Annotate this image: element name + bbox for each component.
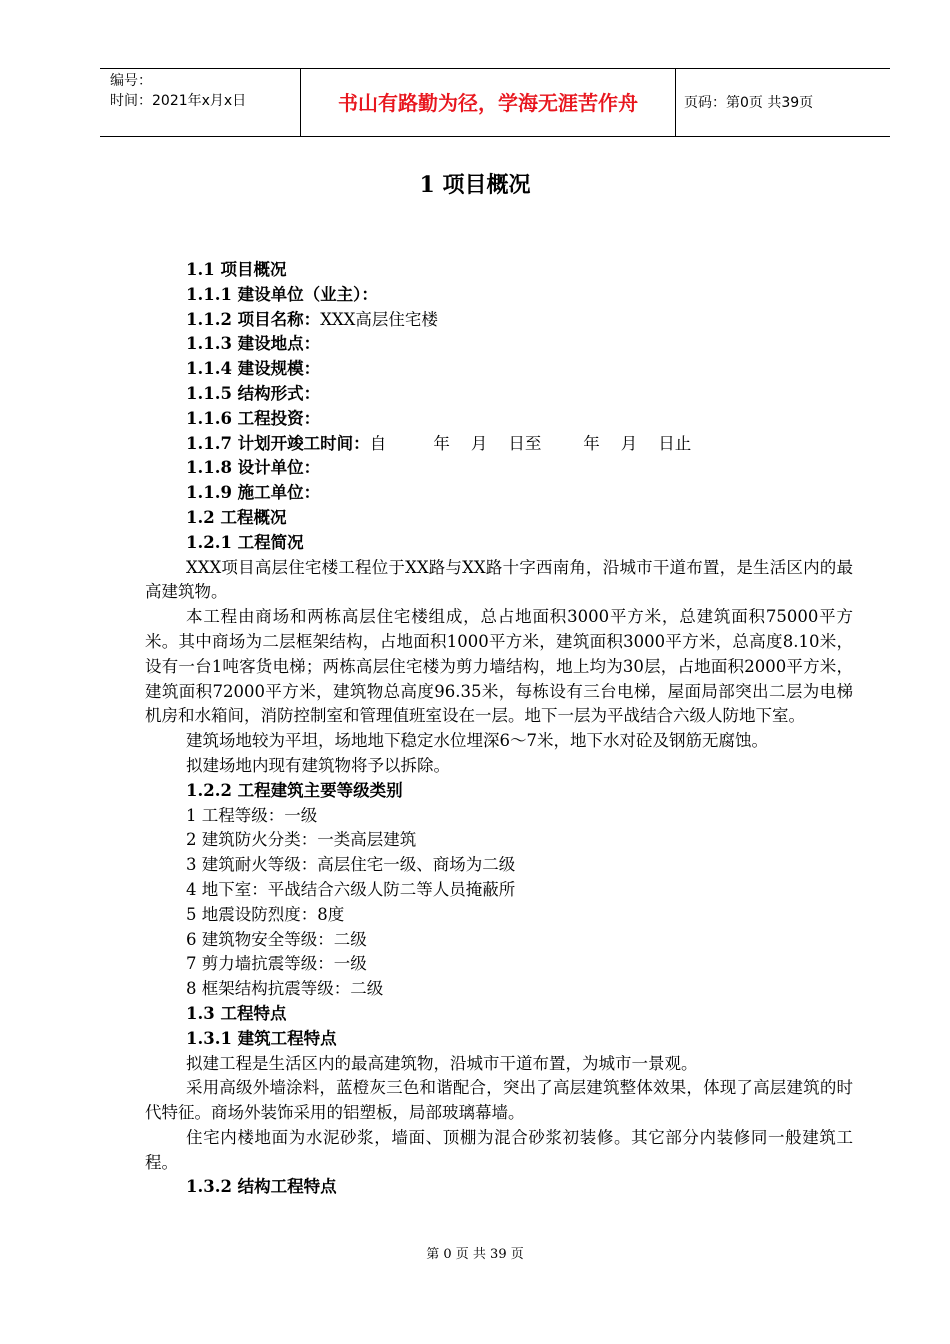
document-body bbox=[145, 258, 853, 1200]
section-heading: 1.3.2 结构工程特点 bbox=[186, 1177, 337, 1197]
item-label: 1.1.7 计划开竣工时间： bbox=[186, 433, 370, 453]
section-heading: 1.1.4 建设规模： bbox=[186, 359, 321, 379]
list-item: 7 剪力墙抗震等级：一级 bbox=[186, 954, 367, 974]
list-item: 1 工程等级：一级 bbox=[186, 805, 318, 825]
section-heading: 1.1.8 设计单位： bbox=[186, 458, 321, 478]
list-item: 2 建筑防火分类：一类高层建筑 bbox=[186, 830, 417, 850]
section-heading: 1.2.1 工程简况 bbox=[186, 532, 304, 552]
section-heading: 1.3.1 建筑工程特点 bbox=[186, 1028, 337, 1048]
header-slogan: 书山有路勤为径，学海无涯苦作舟 bbox=[338, 91, 638, 115]
paragraph: 住宅内楼地面为水泥砂浆，墙面、顶棚为混合砂浆初装修。其它部分内装修同一般建筑工程。 bbox=[145, 1127, 853, 1172]
page-header bbox=[100, 68, 890, 137]
section-heading: 1.2.2 工程建筑主要等级类别 bbox=[186, 780, 403, 800]
item-value: 自 年 月 日至 年 月 日止 bbox=[369, 433, 692, 453]
section-heading: 1.2 工程概况 bbox=[186, 507, 287, 527]
outline-item bbox=[145, 432, 853, 457]
list-item: 3 建筑耐火等级：高层住宅一级、商场为二级 bbox=[186, 855, 516, 875]
doc-date-label: 时间：2021年x月x日 bbox=[110, 93, 247, 109]
page-title: 1 项目概况 bbox=[419, 172, 531, 198]
paragraph: 建筑场地较为平坦，场地地下稳定水位埋深6～7米，地下水对砼及钢筋无腐蚀。 bbox=[186, 731, 768, 751]
paragraph: 采用高级外墙涂料，蓝橙灰三色和谐配合，突出了高层建筑整体效果，体现了高层建筑的时代特征。商场外装饰采用的铝塑板，局部玻璃幕墙。 bbox=[145, 1078, 853, 1123]
list-item: 6 建筑物安全等级：二级 bbox=[186, 929, 367, 949]
section-heading: 1.1.1 建设单位（业主）： bbox=[186, 284, 378, 304]
header-page-cell bbox=[676, 69, 890, 136]
section-heading: 1.1.9 施工单位： bbox=[186, 483, 321, 503]
list-item: 4 地下室：平战结合六级人防二等人员掩蔽所 bbox=[186, 879, 516, 899]
section-heading: 1.1.6 工程投资： bbox=[186, 408, 321, 428]
paragraph: 拟建工程是生活区内的最高建筑物，沿城市干道布置，为城市一景观。 bbox=[186, 1053, 698, 1073]
header-slogan-cell bbox=[301, 69, 676, 136]
section-heading: 1.1.3 建设地点： bbox=[186, 334, 321, 354]
paragraph: 本工程由商场和两栋高层住宅楼组成，总占地面积3000平方米，总建筑面积75000平方米。其中商场为二层框架结构，占地面积1000平方米，建筑面积3000平方米，总高度8.10米，设有一台1吨客货电梯；两栋高层住宅楼为剪力墙结构，地上均为30层，占地面积2000平方米，建筑面积72000平方米，建筑物总高度96.35米，每栋设有三台电梯，屋面局部突出二层为电梯机房和水箱间，消防控制室和管理值班室设在一层。地下一层为平战结合六级人防地下室。 bbox=[145, 607, 853, 726]
list-item: 8 框架结构抗震等级：二级 bbox=[186, 979, 384, 999]
section-heading: 1.3 工程特点 bbox=[186, 1003, 287, 1023]
page-footer: 第 0 页 共 39 页 bbox=[426, 1247, 524, 1262]
section-heading: 1.1 项目概况 bbox=[186, 260, 287, 279]
paragraph: XXX项目高层住宅楼工程位于XX路与XX路十字西南角，沿城市干道布置，是生活区内的最高建筑物。 bbox=[145, 557, 853, 602]
item-label: 1.1.2 项目名称： bbox=[186, 309, 321, 329]
outline-item bbox=[145, 308, 853, 333]
doc-number-label: 编号： bbox=[110, 73, 152, 89]
list-item: 5 地震设防烈度：8度 bbox=[186, 904, 345, 924]
header-meta-cell bbox=[100, 69, 301, 136]
paragraph: 拟建场地内现有建筑物将予以拆除。 bbox=[186, 755, 450, 775]
section-heading: 1.1.5 结构形式： bbox=[186, 383, 321, 403]
item-value: XXX高层住宅楼 bbox=[320, 309, 438, 329]
header-page-info: 页码：第0页 共39页 bbox=[684, 95, 814, 111]
